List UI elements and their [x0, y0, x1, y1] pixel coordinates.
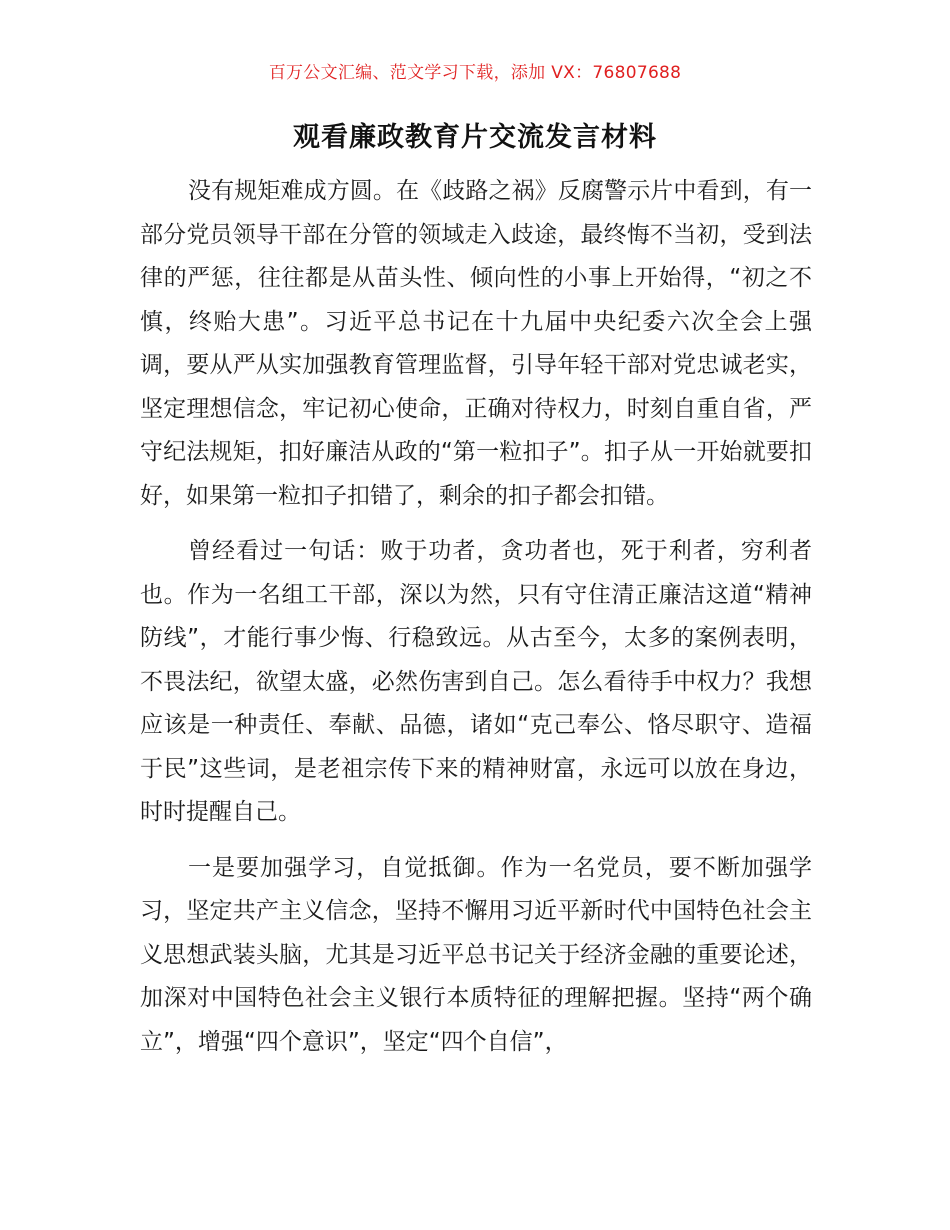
- paragraph: 没有规矩难成方圆。在《歧路之祸》反腐警示片中看到，有一部分党员领导干部在分管的领域走入歧途，最终悔不当初，受到法律的严惩，往往都是从苗头性、倾向性的小事上开始得，“初之不慎，终贻大患”。习近平总书记在十九届中央纪委六次全会上强调，要从严从实加强教育管理监督，引导年轻干部对党忠诚老实，坚定理想信念，牢记初心使命，正确对待权力，时刻自重自省，严守纪法规矩，扣好廉洁从政的“第一粒扣子”。扣子从一开始就要扣好，如果第一粒扣子扣错了，剩余的扣子都会扣错。: [140, 178, 812, 509]
- paragraph: 一是要加强学习，自觉抵御。作为一名党员，要不断加强学习，坚定共产主义信念，坚持不懈用习近平新时代中国特色社会主义思想武装头脑，尤其是习近平总书记关于经济金融的重要论述，加深对中国特色社会主义银行本质特征的理解把握。坚持“两个确立”，增强“四个意识”，坚定“四个自信”，: [140, 854, 812, 1055]
- paragraph: 曾经看过一句话：败于功者，贪功者也，死于利者，穷利者也。作为一名组工干部，深以为然，只有守住清正廉洁这道“精神防线”，才能行事少悔、行稳致远。从古至今，太多的案例表明，不畏法纪，欲望太盛，必然伤害到自己。怎么看待手中权力？我想应该是一种责任、奉献、品德，诸如“克己奉公、恪尽职守、造福于民”这些词，是老祖宗传下来的精神财富，永远可以放在身边，时时提醒自己。: [140, 538, 812, 825]
- header-banner: 百万公文汇编、范文学习下载，添加 VX：76807688: [268, 63, 682, 83]
- document-body: [140, 170, 812, 1076]
- document-title: 观看廉政教育片交流发言材料: [293, 122, 657, 153]
